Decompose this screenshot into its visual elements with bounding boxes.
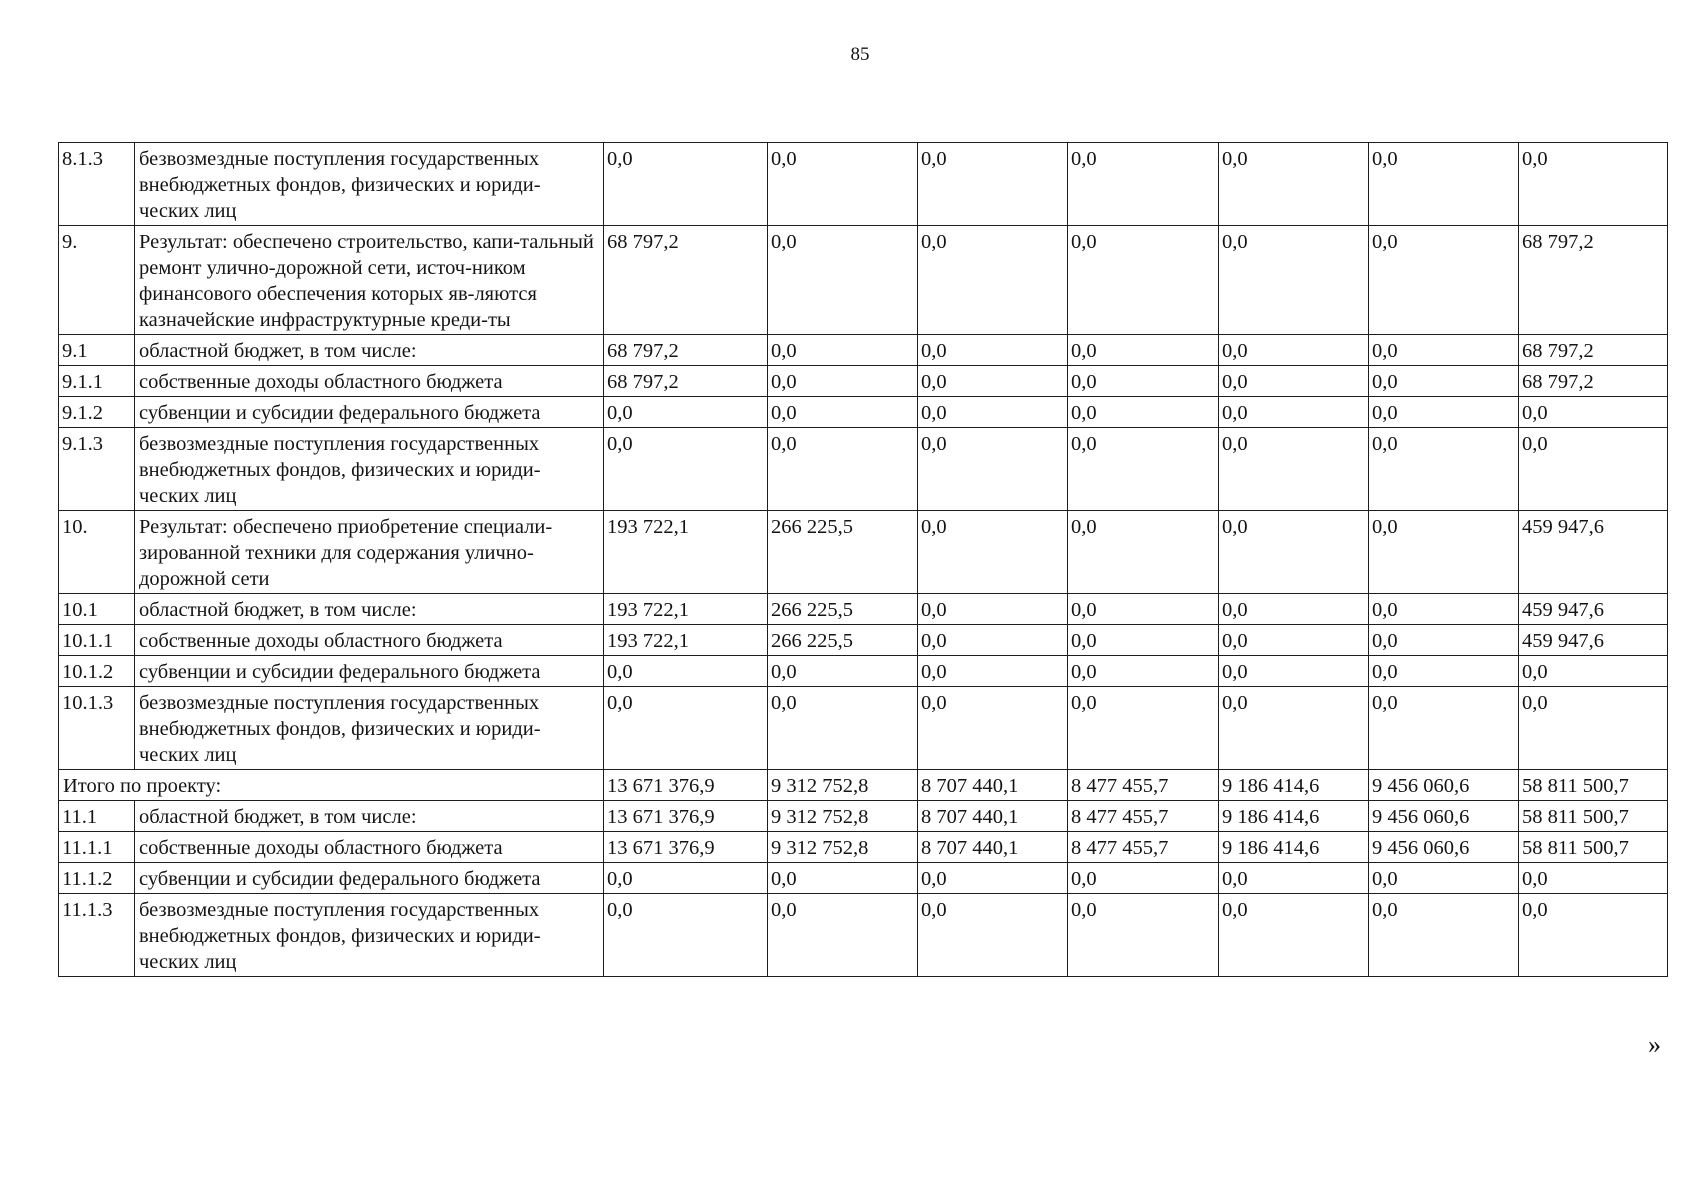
- value-cell: 68 797,2: [1519, 335, 1668, 366]
- value-cell: 0,0: [1519, 656, 1668, 687]
- value-cell: 0,0: [1369, 143, 1519, 226]
- value-cell: 0,0: [1369, 863, 1519, 894]
- value-cell: 0,0: [768, 366, 918, 397]
- value-cell: 8 477 455,7: [1068, 801, 1219, 832]
- budget-table: [58, 142, 1668, 977]
- value-cell: 0,0: [1219, 594, 1369, 625]
- value-cell: 0,0: [1068, 511, 1219, 594]
- row-code-cell: 11.1.2: [59, 863, 135, 894]
- value-cell: 459 947,6: [1519, 625, 1668, 656]
- row-code-cell: 10.1.1: [59, 625, 135, 656]
- value-cell: 0,0: [604, 143, 768, 226]
- table-row: [59, 863, 1668, 894]
- value-cell: 0,0: [1219, 625, 1369, 656]
- table-row: [59, 894, 1668, 977]
- value-cell: 0,0: [1219, 335, 1369, 366]
- row-description-cell: субвенции и субсидии федерального бюджета: [135, 397, 604, 428]
- value-cell: 0,0: [918, 335, 1068, 366]
- value-cell: 0,0: [1519, 863, 1668, 894]
- value-cell: 0,0: [768, 143, 918, 226]
- table-row: [59, 366, 1668, 397]
- value-cell: 0,0: [918, 226, 1068, 335]
- value-cell: 0,0: [1219, 894, 1369, 977]
- value-cell: 9 312 752,8: [768, 832, 918, 863]
- closing-quote-mark: »: [1648, 1030, 1661, 1059]
- value-cell: 0,0: [1219, 656, 1369, 687]
- value-cell: 0,0: [918, 511, 1068, 594]
- row-code-cell: 10.1.3: [59, 687, 135, 770]
- value-cell: 58 811 500,7: [1519, 801, 1668, 832]
- value-cell: 0,0: [918, 397, 1068, 428]
- value-cell: 0,0: [1369, 366, 1519, 397]
- table-row: [59, 801, 1668, 832]
- value-cell: 68 797,2: [604, 226, 768, 335]
- table-row: [59, 594, 1668, 625]
- table-row: [59, 687, 1668, 770]
- row-code-cell: 11.1.3: [59, 894, 135, 977]
- value-cell: 13 671 376,9: [604, 832, 768, 863]
- value-cell: 0,0: [1369, 397, 1519, 428]
- value-cell: 0,0: [1219, 366, 1369, 397]
- value-cell: 0,0: [604, 656, 768, 687]
- value-cell: 13 671 376,9: [604, 770, 768, 801]
- value-cell: 193 722,1: [604, 511, 768, 594]
- value-cell: 0,0: [1068, 226, 1219, 335]
- row-code-cell: 10.1: [59, 594, 135, 625]
- value-cell: 8 477 455,7: [1068, 770, 1219, 801]
- value-cell: 266 225,5: [768, 594, 918, 625]
- value-cell: 0,0: [918, 863, 1068, 894]
- row-code-cell: 9.1: [59, 335, 135, 366]
- value-cell: 0,0: [1068, 143, 1219, 226]
- total-label-cell: Итого по проекту:: [59, 770, 604, 801]
- value-cell: 9 186 414,6: [1219, 832, 1369, 863]
- value-cell: 58 811 500,7: [1519, 832, 1668, 863]
- value-cell: 0,0: [1068, 656, 1219, 687]
- row-code-cell: 9.: [59, 226, 135, 335]
- value-cell: 0,0: [1068, 428, 1219, 511]
- value-cell: 8 707 440,1: [918, 801, 1068, 832]
- table-row: [59, 397, 1668, 428]
- value-cell: 0,0: [1219, 143, 1369, 226]
- row-description-cell: субвенции и субсидии федерального бюджета: [135, 656, 604, 687]
- value-cell: 0,0: [1068, 863, 1219, 894]
- value-cell: 8 707 440,1: [918, 832, 1068, 863]
- value-cell: 0,0: [1219, 397, 1369, 428]
- row-description-cell: собственные доходы областного бюджета: [135, 625, 604, 656]
- value-cell: 0,0: [918, 656, 1068, 687]
- value-cell: 0,0: [768, 894, 918, 977]
- value-cell: 0,0: [1369, 511, 1519, 594]
- value-cell: 9 312 752,8: [768, 770, 918, 801]
- row-description-cell: безвозмездные поступления государственных внебюджетных фондов, физических и юриди-ческих лиц: [135, 894, 604, 977]
- row-code-cell: 10.: [59, 511, 135, 594]
- value-cell: 0,0: [1219, 863, 1369, 894]
- value-cell: 0,0: [1219, 687, 1369, 770]
- value-cell: 0,0: [918, 687, 1068, 770]
- value-cell: 0,0: [1369, 894, 1519, 977]
- value-cell: 0,0: [768, 863, 918, 894]
- value-cell: 0,0: [768, 226, 918, 335]
- table-row: [59, 335, 1668, 366]
- value-cell: 0,0: [768, 335, 918, 366]
- row-description-cell: областной бюджет, в том числе:: [135, 801, 604, 832]
- value-cell: 0,0: [1068, 397, 1219, 428]
- row-code-cell: 8.1.3: [59, 143, 135, 226]
- row-code-cell: 11.1: [59, 801, 135, 832]
- value-cell: 0,0: [1369, 335, 1519, 366]
- value-cell: 0,0: [918, 143, 1068, 226]
- table-row: [59, 625, 1668, 656]
- value-cell: 0,0: [604, 894, 768, 977]
- value-cell: 68 797,2: [604, 335, 768, 366]
- row-description-cell: Результат: обеспечено строительство, капи-тальный ремонт улично-дорожной сети, источ-ником финансового обеспечения которых яв-ляются казначейские инфраструктурные креди-ты: [135, 226, 604, 335]
- value-cell: 8 477 455,7: [1068, 832, 1219, 863]
- table-row-total: [59, 770, 1668, 801]
- value-cell: 0,0: [1369, 226, 1519, 335]
- page-number: 85: [850, 44, 870, 65]
- value-cell: 0,0: [1068, 687, 1219, 770]
- row-description-cell: собственные доходы областного бюджета: [135, 832, 604, 863]
- value-cell: 68 797,2: [1519, 366, 1668, 397]
- value-cell: 0,0: [1219, 511, 1369, 594]
- value-cell: 459 947,6: [1519, 594, 1668, 625]
- value-cell: 266 225,5: [768, 625, 918, 656]
- table-row: [59, 226, 1668, 335]
- value-cell: 0,0: [1519, 143, 1668, 226]
- value-cell: 0,0: [604, 428, 768, 511]
- value-cell: 0,0: [918, 366, 1068, 397]
- value-cell: 0,0: [1219, 226, 1369, 335]
- value-cell: 0,0: [1519, 397, 1668, 428]
- value-cell: 13 671 376,9: [604, 801, 768, 832]
- value-cell: 0,0: [1519, 428, 1668, 511]
- row-code-cell: 9.1.3: [59, 428, 135, 511]
- value-cell: 0,0: [1519, 894, 1668, 977]
- value-cell: 68 797,2: [1519, 226, 1668, 335]
- row-description-cell: собственные доходы областного бюджета: [135, 366, 604, 397]
- value-cell: 0,0: [1068, 894, 1219, 977]
- value-cell: 0,0: [768, 397, 918, 428]
- value-cell: 0,0: [1369, 594, 1519, 625]
- value-cell: 68 797,2: [604, 366, 768, 397]
- value-cell: 0,0: [1068, 594, 1219, 625]
- value-cell: 0,0: [918, 625, 1068, 656]
- value-cell: 0,0: [768, 428, 918, 511]
- value-cell: 0,0: [918, 594, 1068, 625]
- value-cell: 8 707 440,1: [918, 770, 1068, 801]
- value-cell: 193 722,1: [604, 594, 768, 625]
- row-description-cell: безвозмездные поступления государственных внебюджетных фондов, физических и юриди-ческих лиц: [135, 428, 604, 511]
- value-cell: 0,0: [1519, 687, 1668, 770]
- value-cell: 0,0: [1068, 366, 1219, 397]
- value-cell: 9 312 752,8: [768, 801, 918, 832]
- row-description-cell: субвенции и субсидии федерального бюджета: [135, 863, 604, 894]
- value-cell: 0,0: [604, 687, 768, 770]
- table-body: [59, 143, 1668, 977]
- value-cell: 0,0: [918, 894, 1068, 977]
- value-cell: 9 186 414,6: [1219, 801, 1369, 832]
- table-row: [59, 143, 1668, 226]
- value-cell: 459 947,6: [1519, 511, 1668, 594]
- value-cell: 0,0: [604, 863, 768, 894]
- value-cell: 266 225,5: [768, 511, 918, 594]
- value-cell: 0,0: [604, 397, 768, 428]
- value-cell: 0,0: [1369, 687, 1519, 770]
- row-code-cell: 10.1.2: [59, 656, 135, 687]
- row-description-cell: безвозмездные поступления государственных внебюджетных фондов, физических и юриди-ческих лиц: [135, 687, 604, 770]
- value-cell: 0,0: [1219, 428, 1369, 511]
- row-code-cell: 9.1.2: [59, 397, 135, 428]
- row-description-cell: областной бюджет, в том числе:: [135, 335, 604, 366]
- table-row: [59, 511, 1668, 594]
- row-code-cell: 11.1.1: [59, 832, 135, 863]
- value-cell: 0,0: [1068, 335, 1219, 366]
- value-cell: 0,0: [1369, 656, 1519, 687]
- row-description-cell: областной бюджет, в том числе:: [135, 594, 604, 625]
- value-cell: 0,0: [1068, 625, 1219, 656]
- table-row: [59, 428, 1668, 511]
- value-cell: 0,0: [1369, 428, 1519, 511]
- value-cell: 58 811 500,7: [1519, 770, 1668, 801]
- value-cell: 9 456 060,6: [1369, 832, 1519, 863]
- value-cell: 0,0: [768, 687, 918, 770]
- row-description-cell: безвозмездные поступления государственных внебюджетных фондов, физических и юриди-ческих лиц: [135, 143, 604, 226]
- value-cell: 0,0: [918, 428, 1068, 511]
- row-code-cell: 9.1.1: [59, 366, 135, 397]
- value-cell: 9 186 414,6: [1219, 770, 1369, 801]
- value-cell: 0,0: [1369, 625, 1519, 656]
- table-row: [59, 656, 1668, 687]
- value-cell: 0,0: [768, 656, 918, 687]
- table-row: [59, 832, 1668, 863]
- row-description-cell: Результат: обеспечено приобретение специали-зированной техники для содержания улично-дорожной сети: [135, 511, 604, 594]
- value-cell: 9 456 060,6: [1369, 770, 1519, 801]
- value-cell: 193 722,1: [604, 625, 768, 656]
- value-cell: 9 456 060,6: [1369, 801, 1519, 832]
